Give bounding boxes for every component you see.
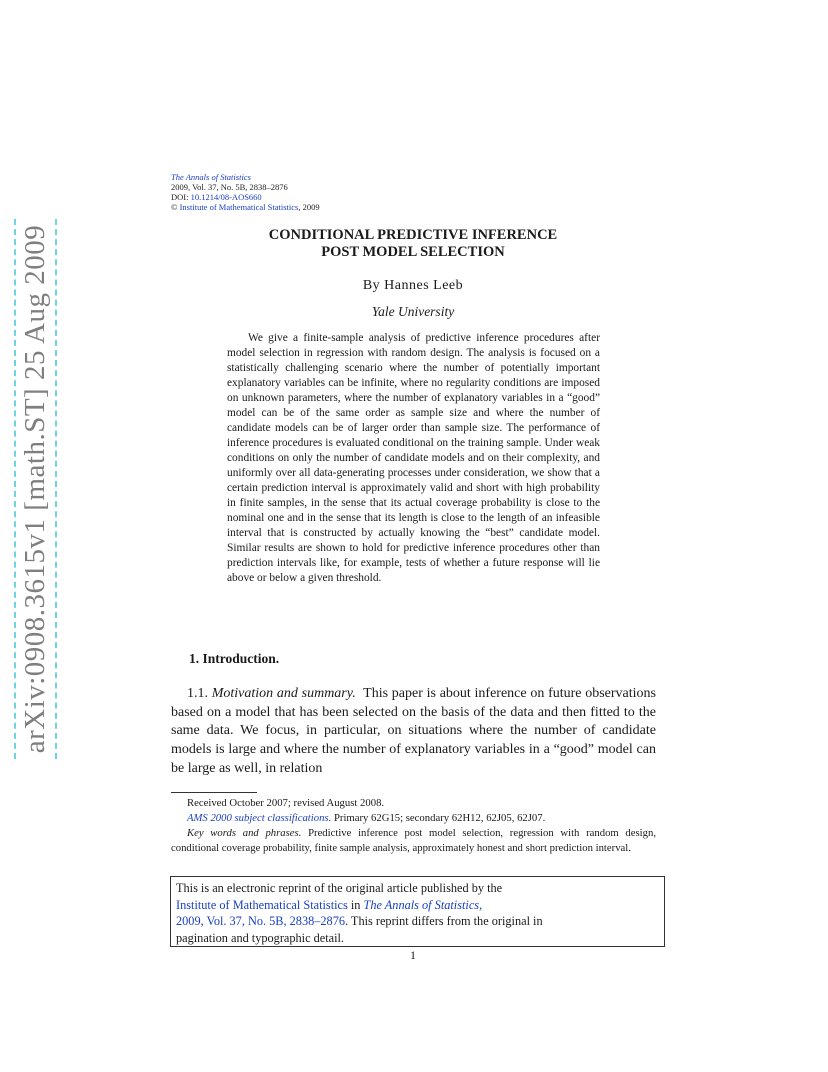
subsection-title: Motivation and summary. (211, 686, 356, 701)
received-dates: Received October 2007; revised August 2008. (187, 797, 385, 809)
arxiv-identifier-text: arXiv:0908.3615v1 [math.ST] 25 Aug 2009 (17, 219, 54, 760)
reprint-citation-link[interactable]: 2009, Vol. 37, No. 5B, 2838–2876 (176, 914, 345, 928)
reprint-notice-box (170, 876, 665, 947)
journal-volume: 2009, Vol. 37, No. 5B, 2838–2876 (171, 182, 288, 192)
reprint-line-3-rest: . This reprint differs from the original in (345, 914, 543, 928)
title-line-2: POST MODEL SELECTION (321, 244, 505, 260)
reprint-publisher-link[interactable]: Institute of Mathematical Statistics (176, 897, 348, 912)
reprint-line-1: This is an electronic reprint of the original article published by the (176, 881, 503, 895)
section-heading: 1. Introduction. (189, 651, 280, 666)
copyright-line (171, 202, 320, 212)
ams-classification-link[interactable]: AMS 2000 subject classifications. (187, 812, 332, 824)
ams-codes: Primary 62G15; secondary 62H12, 62J05, 62J07. (331, 812, 546, 824)
page-number: 1 (410, 948, 416, 962)
subsection-number: 1.1. (187, 686, 208, 701)
author-name: By Hannes Leeb (362, 278, 464, 293)
abstract-text: We give a finite-sample analysis of predictive inference procedures after model selection in regression with random design. The analysis is focused on a statistically challenging scenario where the number of potentially important explanatory variables can be infinite, where no regularity conditions are imposed on unknown parameters, where the number of explanatory variables in a “good” model can be of the same order as sample size and where the number of candidate models can be of larger order than sample size. The performance of inference procedures is evaluated conditional on the training sample. Under weak conditions on only the number of candidate models and on their complexity, and uniformly over all data-generating processes under consideration, we show that a certain prediction interval is approximately valid and short with high probability in finite samples, in the sense that its actual coverage probability is close to the nominal one and in the sense that its length is close to the length of an infeasible interval that is constructed by actually knowing the “best” candidate model. Similar results are shown to hold for predictive inference procedures other than prediction intervals like, for example, tests of whether a future response will lie above or below a given threshold. (227, 332, 600, 584)
intro-body (171, 685, 656, 779)
intro-paragraph (171, 685, 656, 779)
keywords-text: Predictive inference post model selection, regression with random design, conditional coverage probability, finite sample analysis, approximately honest and short prediction interval. (171, 827, 656, 854)
copyright-year: , 2009 (298, 202, 320, 212)
doi-link[interactable]: 10.1214/08-AOS660 (190, 192, 262, 202)
title-line-1: CONDITIONAL PREDICTIVE INFERENCE (268, 227, 558, 243)
footnotes (171, 796, 656, 856)
author-affiliation: Yale University (371, 304, 455, 319)
paper-title (171, 227, 655, 261)
reprint-journal-link[interactable]: The Annals of Statistics (363, 897, 480, 912)
footnote-divider (171, 792, 257, 793)
keywords (171, 826, 656, 856)
abstract (227, 331, 600, 586)
ams-classifications (171, 811, 656, 826)
journal-name-link[interactable]: The Annals of Statistics (171, 172, 251, 182)
intro-text: This paper is about inference on future observations based on a model that has been selected on the basis of the data and then fitted to the same data. We focus, in particular, on situations where the number of candidate models is large and where the number of explanatory variables in a “good” model can be large as well, in relation (171, 686, 656, 776)
arxiv-identifier-stamp (11, 224, 59, 754)
doi-label: DOI: (171, 192, 191, 202)
keywords-label: Key words and phrases. (187, 827, 302, 839)
journal-header (171, 172, 320, 212)
copyright-symbol: © (171, 202, 178, 212)
reprint-line-4: pagination and typographic detail. (176, 930, 345, 945)
ims-link[interactable]: Institute of Mathematical Statistics (179, 202, 299, 212)
reprint-in: in (347, 897, 364, 912)
reprint-comma: , (479, 897, 483, 912)
reprint-line-2 (176, 897, 659, 914)
journal-doi-line (171, 192, 320, 202)
reprint-line-3 (176, 913, 659, 930)
